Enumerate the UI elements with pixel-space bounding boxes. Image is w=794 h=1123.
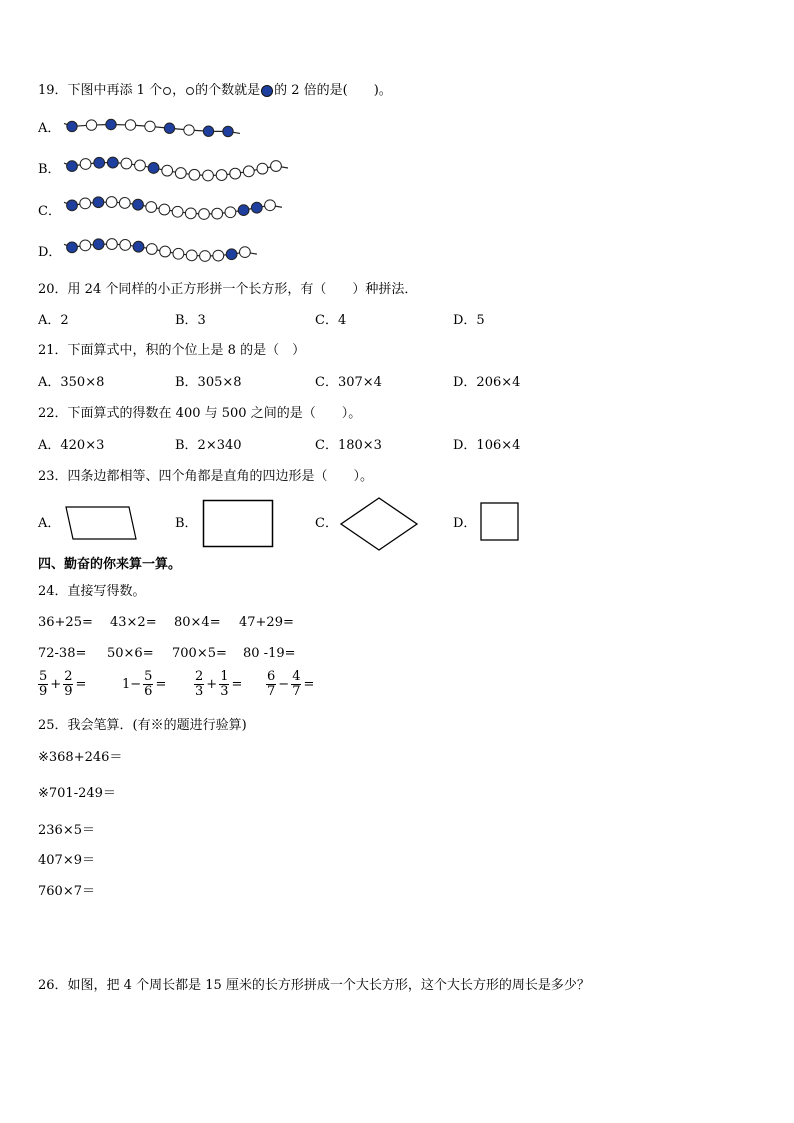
filled-bead xyxy=(133,199,144,210)
q23-option-a-label[interactable]: A． xyxy=(38,516,61,531)
hollow-bead xyxy=(189,169,200,180)
q22-option-c[interactable]: C．180×3 xyxy=(315,438,382,453)
q25-item: ※701-249＝ xyxy=(38,786,116,801)
equals-sign: = xyxy=(303,677,315,692)
hollow-bead xyxy=(162,165,173,176)
bead-string-a xyxy=(62,114,252,142)
equals-sign: = xyxy=(75,677,87,692)
hollow-bead xyxy=(265,200,276,211)
q19-option-c-label[interactable]: C． xyxy=(38,204,61,219)
filled-bead xyxy=(148,163,159,174)
numerator: 6 xyxy=(267,669,276,684)
numerator: 2 xyxy=(64,669,73,684)
filled-bead xyxy=(203,126,213,136)
q25-item: 236×5＝ xyxy=(38,823,95,838)
q24-item: 36+25= xyxy=(38,615,93,630)
hollow-bead xyxy=(212,208,223,219)
q20-option-c[interactable]: C．4 xyxy=(315,313,347,328)
q24-item: 50×6= xyxy=(107,646,154,661)
filled-bead xyxy=(226,249,237,260)
q24-stem: 24．直接写得数。 xyxy=(38,584,146,599)
hollow-bead xyxy=(213,250,224,261)
filled-bead xyxy=(106,119,116,129)
hollow-bead xyxy=(225,207,236,218)
filled-bead xyxy=(164,123,174,133)
filled-bead xyxy=(67,242,78,253)
hollow-bead xyxy=(200,251,211,262)
hollow-bead xyxy=(80,198,91,209)
fraction-expression xyxy=(266,670,316,699)
bead-string-c xyxy=(62,192,282,224)
q21-option-b[interactable]: B．305×8 xyxy=(175,375,242,390)
q19-option-b-label[interactable]: B． xyxy=(38,162,61,177)
denominator: 7 xyxy=(267,684,276,699)
q26-stem: 26．如图，把 4 个周长都是 15 厘米的长方形拼成一个大长方形，这个大长方形的周长是多少？ xyxy=(38,978,590,993)
filled-bead xyxy=(67,161,78,172)
denominator: 3 xyxy=(220,684,229,699)
hollow-bead xyxy=(146,244,157,255)
numerator: 1 xyxy=(220,669,229,684)
hollow-bead xyxy=(199,209,210,220)
hollow-bead xyxy=(159,204,170,215)
hollow-bead xyxy=(243,166,254,177)
denominator: 7 xyxy=(292,684,301,699)
fraction-expression xyxy=(38,670,88,699)
q21-option-d[interactable]: D．206×4 xyxy=(453,375,521,390)
hollow-bead xyxy=(135,160,146,171)
hollow-bead xyxy=(175,168,186,179)
q24-item: 80×4= xyxy=(174,615,221,630)
q24-item: 80 -19= xyxy=(243,646,296,661)
hollow-bead xyxy=(80,240,91,251)
numerator: 5 xyxy=(144,669,153,684)
numerator: 2 xyxy=(195,669,204,684)
q25-item: 407×9＝ xyxy=(38,853,95,868)
hollow-bead xyxy=(146,202,157,213)
filled-bead xyxy=(107,157,118,168)
q20-option-b[interactable]: B．3 xyxy=(175,313,206,328)
section-four-title: 四、勤奋的你来算一算。 xyxy=(38,557,182,572)
hollow-bead xyxy=(125,120,135,130)
q20-stem: 20．用 24 个同样的小正方形拼一个长方形，有（ ）种拼法． xyxy=(38,282,418,297)
hollow-bead xyxy=(203,170,214,181)
operator: 1− xyxy=(122,677,142,692)
hollow-bead xyxy=(185,208,196,219)
hollow-bead xyxy=(184,125,194,135)
fraction-expression xyxy=(194,670,244,699)
filled-bead xyxy=(67,200,78,211)
hollow-bead xyxy=(173,248,184,259)
hollow-bead-icon xyxy=(163,87,171,95)
operator: − xyxy=(278,677,290,692)
filled-bead xyxy=(93,197,104,208)
filled-bead xyxy=(238,205,249,216)
denominator: 6 xyxy=(144,684,153,699)
filled-bead xyxy=(94,157,105,168)
q22-option-a[interactable]: A．420×3 xyxy=(38,438,105,453)
hollow-bead xyxy=(145,121,155,131)
filled-bead xyxy=(223,126,233,136)
filled-bead xyxy=(133,241,144,252)
equals-sign: = xyxy=(155,677,167,692)
q20-option-d[interactable]: D．5 xyxy=(453,313,485,328)
hollow-bead xyxy=(257,163,268,174)
q24-item: 72-38= xyxy=(38,646,87,661)
q19-option-d-label[interactable]: D． xyxy=(38,245,62,260)
hollow-bead xyxy=(240,247,251,258)
hollow-bead xyxy=(186,250,197,261)
bead-string-d xyxy=(62,234,272,266)
denominator: 3 xyxy=(195,684,204,699)
hollow-bead xyxy=(80,159,91,170)
filled-bead-icon xyxy=(261,85,273,97)
rhombus-shape[interactable] xyxy=(339,496,419,552)
q25-item: ※368+246＝ xyxy=(38,750,123,765)
q24-item: 700×5= xyxy=(172,646,227,661)
numerator: 4 xyxy=(292,669,301,684)
rectangle-shape[interactable] xyxy=(202,499,274,549)
q22-stem: 22．下面算式的得数在 400 与 500 之间的是（ ）。 xyxy=(38,406,362,421)
q23-option-b-label[interactable]: B． xyxy=(175,516,198,531)
hollow-bead xyxy=(230,168,241,179)
filled-bead xyxy=(67,121,77,131)
q23-stem: 23．四条边都相等、四个角都是直角的四边形是（ ）。 xyxy=(38,469,374,484)
q22-option-b[interactable]: B．2×340 xyxy=(175,438,242,453)
q24-item: 43×2= xyxy=(110,615,157,630)
hollow-bead xyxy=(86,120,96,130)
bead-string-b xyxy=(62,152,292,186)
filled-bead xyxy=(251,202,262,213)
hollow-bead xyxy=(271,161,282,172)
q23-option-c-label[interactable]: C． xyxy=(315,516,338,531)
q25-item: 760×7＝ xyxy=(38,884,95,899)
denominator: 9 xyxy=(64,684,73,699)
q21-stem: 21．下面算式中，积的个位上是 8 的是（ ） xyxy=(38,343,306,358)
q20-option-a[interactable]: A．2 xyxy=(38,313,69,328)
square-shape[interactable] xyxy=(480,502,520,542)
q21-option-c[interactable]: C．307×4 xyxy=(315,375,382,390)
q24-item: 47+29= xyxy=(239,615,294,630)
q22-option-d[interactable]: D．106×4 xyxy=(453,438,521,453)
hollow-bead xyxy=(160,246,171,257)
q21-option-a[interactable]: A．350×8 xyxy=(38,375,105,390)
hollow-bead xyxy=(106,197,117,208)
hollow-bead xyxy=(107,239,118,250)
parallelogram-shape[interactable] xyxy=(64,503,138,543)
hollow-bead xyxy=(121,158,132,169)
q19-stem: 19．下图中再添 1 个 ， 的个数就是 的 2 倍的是( )。 xyxy=(38,83,392,98)
filled-bead xyxy=(93,239,104,250)
hollow-bead xyxy=(216,170,227,181)
hollow-bead xyxy=(119,198,130,209)
hollow-bead xyxy=(120,240,131,251)
operator: + xyxy=(50,677,62,692)
denominator: 9 xyxy=(39,684,48,699)
hollow-bead xyxy=(172,206,183,217)
hollow-bead-icon xyxy=(186,87,194,95)
q23-option-d-label[interactable]: D． xyxy=(453,516,477,531)
equals-sign: = xyxy=(231,677,243,692)
fraction-expression xyxy=(120,670,168,699)
q19-option-a-label[interactable]: A． xyxy=(38,121,61,136)
q25-stem: 25．我会笔算．(有※的题进行验算) xyxy=(38,718,247,733)
numerator: 5 xyxy=(39,669,48,684)
operator: + xyxy=(206,677,218,692)
